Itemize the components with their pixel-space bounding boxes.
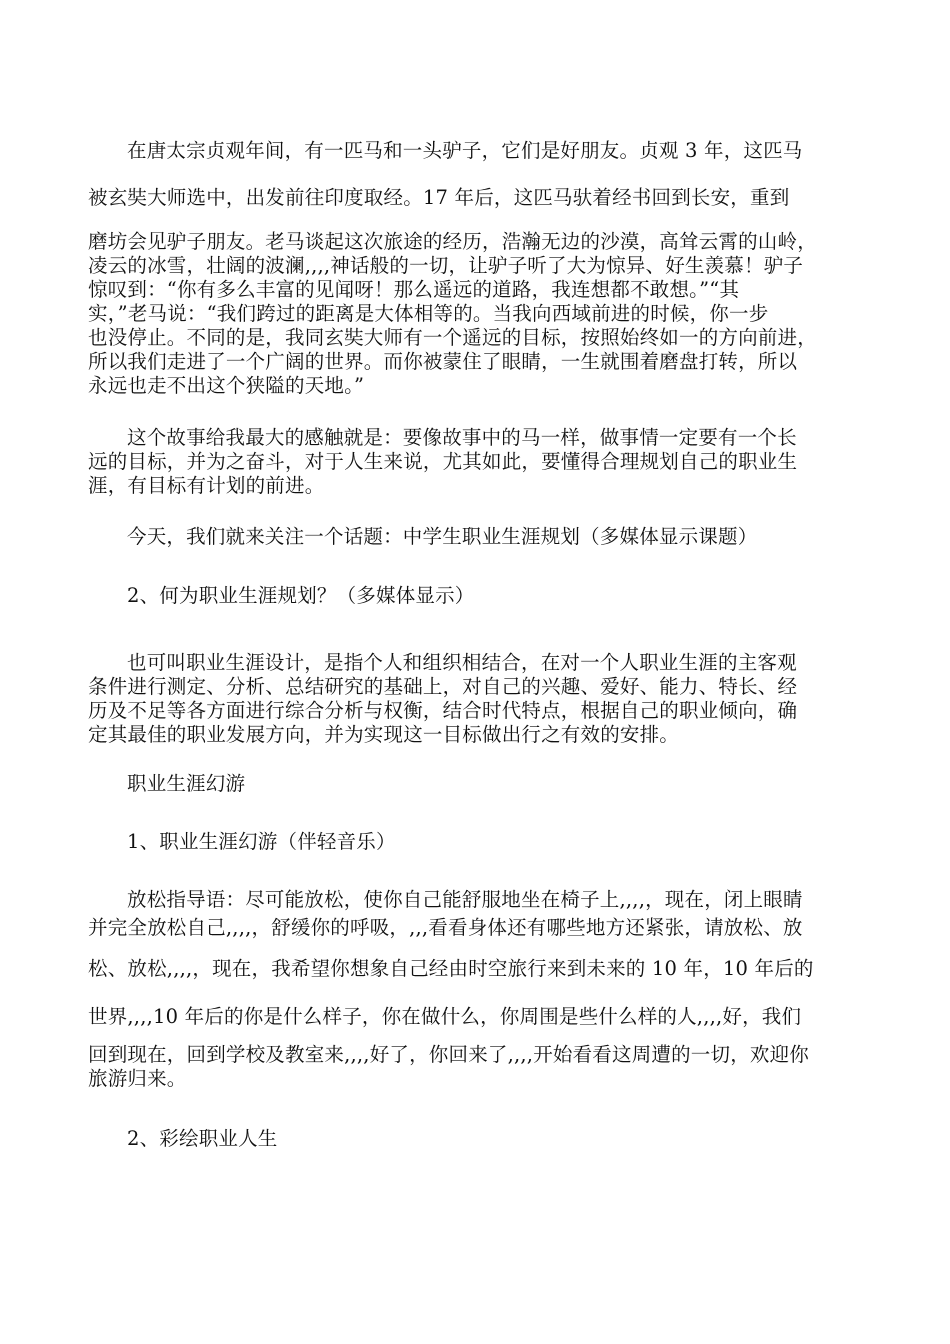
activity-heading-1: 1、职业生涯幻游（伴轻音乐）: [127, 830, 396, 853]
relax-line-3: 松、放松,,,,，现在，我希望你想象自己经由时空旅行来到未来的 10 年，10 年后的: [88, 957, 814, 980]
story-line-1: 在唐太宗贞观年间，有一匹马和一头驴子，它们是好朋友。贞观 3 年，这匹马: [127, 139, 803, 162]
reflection-line-2: 远的目标，并为之奋斗，对于人生来说，尤其如此，要懂得合理规划自己的职业生: [88, 450, 798, 473]
section-heading-2: 2、何为职业生涯规划？（多媒体显示）: [127, 584, 475, 607]
relax-line-4: 世界,,,,10 年后的你是什么样子，你在做什么，你周围是些什么样的人,,,,好，我们: [88, 1005, 802, 1028]
story-line-5: 惊叹到：“你有多么丰富的见闻呀！那么遥远的道路，我连想都不敢想。”“其: [88, 278, 740, 301]
activity-heading-2: 2、彩绘职业人生: [127, 1127, 278, 1150]
relax-line-2: 并完全放松自己,,,,，舒缓你的呼吸，,,,看看身体还有哪些地方还紧张，请放松、放: [88, 916, 803, 939]
activity-title: 职业生涯幻游: [127, 772, 246, 795]
topic-line: 今天，我们就来关注一个话题：中学生职业生涯规划（多媒体显示课题）: [127, 525, 758, 548]
definition-line-4: 定其最佳的职业发展方向，并为实现这一目标做出行之有效的安排。: [88, 723, 680, 746]
story-line-6: 实，”老马说：“我们跨过的距离是大体相等的。当我向西域前进的时候，你一步: [88, 302, 769, 325]
reflection-line-3: 涯，有目标有计划的前进。: [88, 474, 325, 497]
definition-line-3: 历及不足等各方面进行综合分析与权衡，结合时代特点，根据自己的职业倾向，确: [88, 699, 798, 722]
relax-line-1: 放松指导语：尽可能放松，使你自己能舒服地坐在椅子上,,,,，现在，闭上眼睛: [127, 888, 803, 911]
reflection-line-1: 这个故事给我最大的感触就是：要像故事中的马一样，做事情一定要有一个长: [127, 426, 797, 449]
story-line-8: 所以我们走进了一个广阔的世界。而你被蒙住了眼睛，一生就围着磨盘打转，所以: [88, 350, 798, 373]
story-line-2: 被玄奘大师选中，出发前往印度取经。17 年后，这匹马驮着经书回到长安，重到: [88, 186, 790, 209]
definition-line-1: 也可叫职业生涯设计，是指个人和组织相结合，在对一个人职业生涯的主客观: [127, 651, 797, 674]
story-line-9: 永远也走不出这个狭隘的天地。”: [88, 374, 365, 397]
definition-line-2: 条件进行测定、分析、总结研究的基础上，对自己的兴趣、爱好、能力、特长、经: [88, 675, 798, 698]
relax-line-6: 旅游归来。: [88, 1067, 187, 1090]
story-line-4: 凌云的冰雪，壮阔的波澜,,,,神话般的一切，让驴子听了大为惊异、好生羡慕！驴子: [88, 254, 804, 277]
story-line-7: 也没停止。不同的是，我同玄奘大师有一个遥远的目标，按照始终如一的方向前进，: [88, 326, 817, 349]
relax-line-5: 回到现在，回到学校及教室来,,,,好了，你回来了,,,,开始看看这周遭的一切，欢迎你: [88, 1043, 809, 1066]
story-line-3: 磨坊会见驴子朋友。老马谈起这次旅途的经历，浩瀚无边的沙漠，高耸云霄的山岭，: [88, 230, 817, 253]
